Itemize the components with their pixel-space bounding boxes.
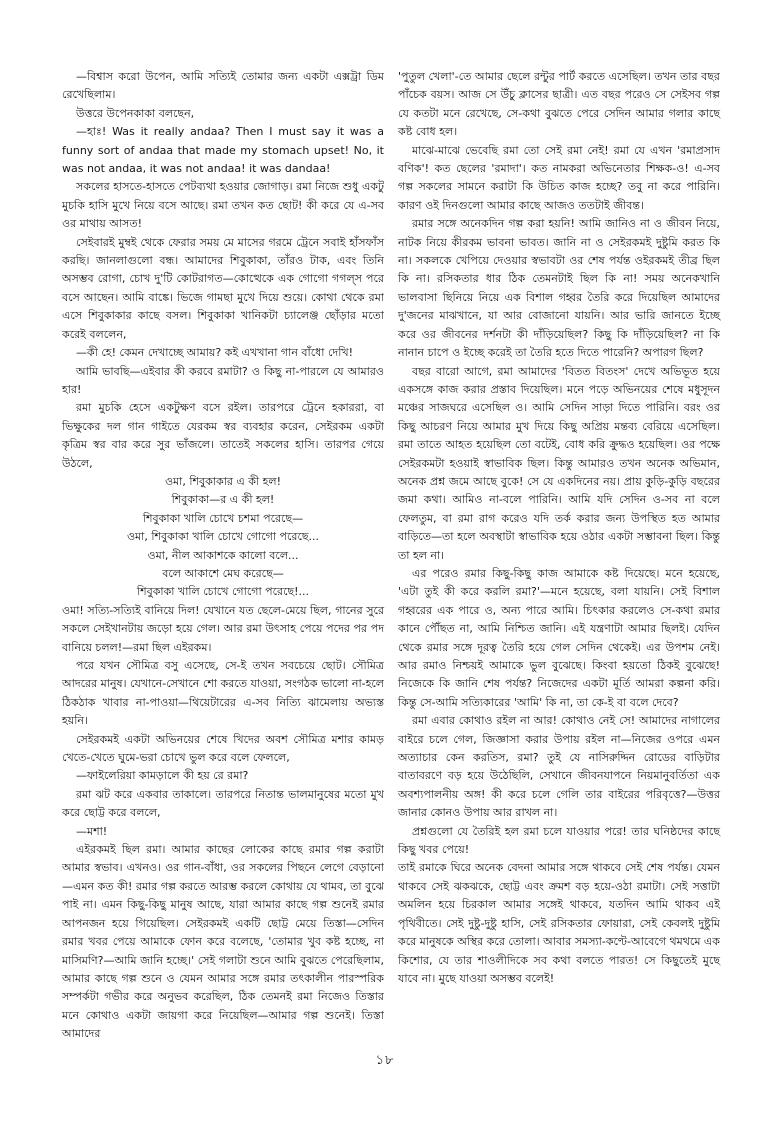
left-paragraph: —হাঃ! Was it really andaa? Then I must say it was a funny sort of andaa that made my stomach upset! No, it was not andaa, it was not andaa! it was dandaa!	[62, 125, 384, 176]
right-paragraph: মাঝে-মাঝে ভেবেছি রমা তো সেই রমা নেই! রমা যে এখন 'রমাপ্রসাদ বণিক'! কত ছেলের 'রমাদা'। কত নামকরা অভিনেতার শিক্ষক-ও! এ-সব গল্প সকলের সামনে করাটা কি উচিত কাজ হচ্ছে? তবু না করে পারিনি। কারণ ওই দিনগুলো আমার কাছে আজও ততটাই জীবন্ত।	[398, 143, 720, 212]
left-paragraph: পরে যখন সৌমিত্র বসু এসেছে, সে-ই তখন সবচেয়ে ছোট। সৌমিত্র আদরের মানুষ। যেখানে-সেখানে শো করতে যাওয়া, সংগঠক ভালো না-হলে ঠিকঠাক খাবার না-পাওয়া—থিয়েটারের এ-সব নিত্যি ঝামেলায় অভ্যস্ত হয়নি।	[62, 659, 384, 728]
left-paragraph: সেইবারই মুম্বই থেকে ফেরার সময় মে মাসের গরমে ট্রেনে সবাই হাঁসফাঁস করছি। জানলাগুলো বন্ধ। আমাদের শিবুকাকা, তাঁরও টাক, এবং তিনি অসম্ভব রোগা, চোখ দু'টি কোটরাগত—কোত্থেকে এক গোগো গগল্‌স পরে বসে আছেন। আমি বাঙ্কে। ভিজে গামছা মুখে দিয়ে শুয়ে। কোথা থেকে রমা এসে শিবুকাকার কাছে বসল। শিবুকাকা খানিকটা চ্যালেঞ্জ ছোঁড়ার মতো করেই বললেন,	[62, 235, 384, 341]
left-paragraph: সেইরকমই একটা অভিনয়ের শেষে খিদের অবশ সৌমিত্র মশার কামড় খেতে-খেতে ঘুমে-ভরা চোখে ভুল করে বলে ফেললে,	[62, 732, 384, 765]
right-paragraph: রমার সঙ্গে অনেকদিন গল্প করা হয়নি! আমি জানিও না ও জীবন নিয়ে, নাটক নিয়ে কীরকম ভাবনা ভাবত। জানি না ও সেইরকমই দুষ্টুমি করত কি না। সকলকে খেপিয়ে দেওয়ার স্বভাবটা ওর শেষ পর্যন্ত ওইরকমই তীব্র ছিল কি না। রসিকতার ধার ঠিক তেমনটাই ছিল কি না! সময় অনেকখানি ভালবাসা ছিনিয়ে নিয়ে এক বিশাল গহ্বর তৈরি করে দিয়েছিল আমাদের দু'জনের মাঝখানে, যা আর বোজানো যায়নি। আর ভারি জানতে ইচ্ছে করে ওর জীবনের দর্শনটা কী দাঁড়িয়েছিল? কিছু কি দাঁড়িয়েছিল? না কি নানান চাপে ও ইচ্ছে করেই তা তৈরি হতে দিতে পারেনি? অপারগ ছিল?	[398, 217, 720, 360]
left-paragraph: রমা মুচকি হেসে একটুক্ষণ বসে রইল। তারপরে ট্রেনে হকাররা, বা ভিক্ষুকের দল গান গাইতে যেরকম স্বর ব্যবহার করেন, সেইরকম একটা কৃত্রিম স্বর বার করে সুর ভাঁজলে। তাতেই সকলের হাসি। তারপর গেয়ে উঠলে,	[62, 401, 384, 470]
left-verse-line: শিবুকাকা—র এ কী হল!	[171, 493, 275, 507]
left-verse-line: বলে আকাশে মেঘ করেছে—	[162, 566, 284, 580]
left-text-column	[62, 68, 384, 1044]
left-verse-line: শিবুকাকা খালি চোখে গোগো পরেছে!...	[136, 585, 310, 599]
left-paragraph: —ফাইলেরিয়া কামড়ালে কী হয় রে রমা?	[76, 769, 249, 783]
right-paragraph: তাই রমাকে ঘিরে অনেক বেদনা আমার সঙ্গে থাকবে সেই শেষ পর্যন্ত। যেমন থাকবে সেই ঝকঝকে, ছোট্ট এবং ক্রমশ বড় হয়ে-ওঠা রমাটা। সেই সত্তাটা অমলিন হয়ে চিরকাল আমার সঙ্গেই থাকবে, যতদিন আমি থাকব এই পৃথিবীতে। সেই দুষ্টু-দুষ্টু হাসি, সেই রসিকতার ফোয়ারা, সেই কেবলই দুষ্টুমি করে মানুষকে অস্থির করে তোলা। আবার সমস্যা-কণ্টে-আবেগে থমথমে এক কিশোর, যে তার শাওলীদিকে সব কথা বলতে পারত! সে কিছুতেই মুছে যাবে না। মুছে যাওয়া অসম্ভব বলেই!	[398, 861, 720, 985]
right-paragraph: বছর বারো আগে, রমা আমাদের 'বিতত বিতংস' দেখে অভিভূত হয়ে একসঙ্গে কাজ করার প্রস্তাব দিয়েছিল। মনে পড়ে অভিনয়ের শেষে মধুসূদন মঞ্চের সাজঘরে এসেছিল ও। আমি সেদিন সাড়া দিতে পারিনি। বরং ওর কিছু আচরণ নিয়ে আমার মুখ দিয়ে কিছু অপ্রিয় মন্তব্য বেরিয়ে এসেছিল। রমা তাতে আহত হয়েছিল তো বটেই, বোধ করি ক্রুদ্ধও হয়েছিল। ওর পক্ষে সেইরকমটা হওয়াই স্বাভাবিক ছিল। কিন্তু আমারও তখন অনেক অভিমান, অনেক প্রশ্ন জমে আছে বুকে! সে যে একদিনের নয়। প্রায় কুড়ি-কুড়ি বছরের জমা কথা। আমিও না-বলে পারিনি। আমি যদি সেদিন ও-সব না বলে ফেলতুম, বা রমা রাগ করেও যদি তর্ক করার জন্য উপস্থিত হত আমার বাড়িতে—তা হলে অবস্থাটা স্বাভাবিক হয়ে ওঠার একটা সম্ভাবনা ছিল। কিন্তু তা হল না।	[398, 364, 720, 562]
right-text-column	[398, 68, 720, 988]
right-paragraph: প্রশ্নগুলো যে তৈরিই হল রমা চলে যাওয়ার পরে! তার ঘনিষ্ঠদের কাছে কিছু খবর পেয়ে!	[398, 824, 720, 857]
left-paragraph: ওমা! সত্যি-সত্যিই বানিয়ে দিল! যেখানে যত ছেলে-মেয়ে ছিল, গানের সুরে সকলে সেইখানটায় জড়ো হয়ে গেল। আর রমা উৎসাহ পেয়ে পদের পর পদ বানিয়ে চলল!—রমা ছিল এইরকম।	[62, 603, 384, 654]
left-paragraph: —মশা!	[76, 824, 108, 838]
right-paragraph: এর পরেও রমার কিছু-কিছু কাজ আমাকে কষ্ট দিয়েছে। মনে হয়েছে, 'এটা তুই কী করে করলি রমা?'—মনে হয়েছে, বলা যায়নি। সেই বিশাল গহ্বরের এক পারে ও, অন্য পারে আমি। চিৎকার করলেও সে-কথা রমার কানে পৌঁছত না, আমি নিশ্চিত জানি। এই যন্ত্রণাটা আমার ছিলই। যেদিন থেকে রমার সঙ্গে দূরত্ব তৈরি হয়ে গেল সেদিন থেকেই। এর উপশম নেই। আর রমাও নিশ্চয়ই আমাকে ভুল বুঝেছে। কিংবা হয়তো ঠিকই বুঝেছে! নিজেকে কি জানি শেষ পর্যন্ত? নিজেদের একটা মূর্তি আমরা কল্পনা করি। কিন্তু সে-আমি সত্যিকারের 'আমি' কি না, তা কে-ই বা বলে দেবে?	[398, 566, 720, 709]
left-paragraph: —কী হে! কেমন দেখাচ্ছে আমায়? কই এখখানা গান বাঁধো দেখি!	[76, 346, 353, 360]
left-paragraph: রমা ঝট করে একবার তাকালে। তারপরে নিতান্ত ভালমানুষের মতো মুখ করে ছোট্ট করে বললে,	[62, 787, 384, 820]
left-verse-line: ওমা, শিবুকাকা খালি চোখে গোগো পরেছে...	[126, 530, 320, 544]
right-paragraph: 'পুতুল খেলা'-তে আমার ছেলে রন্টুর পার্ট করতে এসেছিল। তখন তার বছর পাঁচেক বয়স। আজ সে উঁচু ক্লাসের ছাত্রী। এত বছর পরেও সে সেইসব গল্প যে কতটা মনে রেখেছে, সে-কথা বুঝতে পেরে সেদিন আমার গলার কাছে কষ্ট বোধ হল।	[398, 70, 720, 139]
left-paragraph: উত্তরে উপেনকাকা বলছেন,	[76, 106, 195, 120]
left-verse-line: ওমা, শিবুকাকার এ কী হল!	[164, 474, 282, 488]
left-paragraph: —বিশ্বাস করো উপেন, আমি সত্যিই তোমার জন্য একটা এক্সট্রা ডিম রেখেছিলাম।	[62, 70, 384, 102]
left-paragraph: সকলের হাসতে-হাসতে পেটব্যথা হওয়ার জোগাড়। রমা নিজে শুধু একটু মুচকি হাসি মুখে নিয়ে বসে আছে। রমা তখন কত ছোট! কী করে যে এ-সব ওর মাথায় আসত!	[62, 180, 384, 231]
page-number: ১৮	[375, 1053, 395, 1068]
left-paragraph: এইরকমই ছিল রমা। আমার কাছের লোকের কাছে রমার গল্প করাটা আমার স্বভাব। এখনও। ওর গান-বাঁধা, ওর সকলের পিছনে লেগে বেড়ানো—এমন কত কী! রমার গল্প করতে আরম্ভ করলে কোথায় যে থামব, তা বুঝে পাই না। এমন কিছু-কিছু মানুষ আছে, যারা আমার কাছে গল্প শুনেই রমার আপনজন হয়ে গিয়েছিল। সেইরকমই একটি ছোট্ট মেয়ে তিস্তা—সেদিন রমার খবর পেয়ে আমাকে ফোন করে বলেছে, 'তোমার খুব কষ্ট হচ্ছে, না মাসিমণি?—আমি জানি হচ্ছে।' সেই গলাটা শুনে আমি বুঝতে পেরেছিলাম, আমার কাছে গল্প শুনে ও যেমন আমার সঙ্গে রমার তৎকালীন পারস্পরিক সম্পর্কটা গভীর করে অনুভব করেছিল, ঠিক তেমনই রমা নিজেও তিস্তার মনে কোথাও একটা জায়গা করে নিয়েছিল—আমার গল্প শুনেই। তিস্তা আমাদের	[62, 843, 384, 1041]
left-paragraph: আমি ভাবছি—এইবার কী করবে রমাটা? ও কিছু না-পারলে যে আমারও হার!	[62, 364, 384, 396]
left-verse-line: শিবুকাকা খালি চোখে চশমা পরেছে—	[142, 511, 304, 525]
right-paragraph: রমা এবার কোথাও রইল না আর! কোথাও নেই সে! আমাদের নাগালের বাইরে চলে গেল, জিজ্ঞাসা করার উপায় রইল না—নিজের ওপরে এমন অত্যাচার কেন করতিস, রমা? তুই যে নাসিরুদ্দিন রোডের বাড়িটার বাতাবরণে বড় হয়ে উঠেছিলি, সেখানে জীবনযাপনে নিয়মানুবর্তিতা এক অবশ্যপালনীয় অঙ্গ! কী করে চলে গেলি তার বাইরের পরিবৃত্তে?—উত্তর জানার কোনও উপায় আর রাখল না।	[398, 714, 720, 820]
left-verse-line: ওমা, নীল আকাশকে কালো বলে...	[147, 548, 299, 562]
